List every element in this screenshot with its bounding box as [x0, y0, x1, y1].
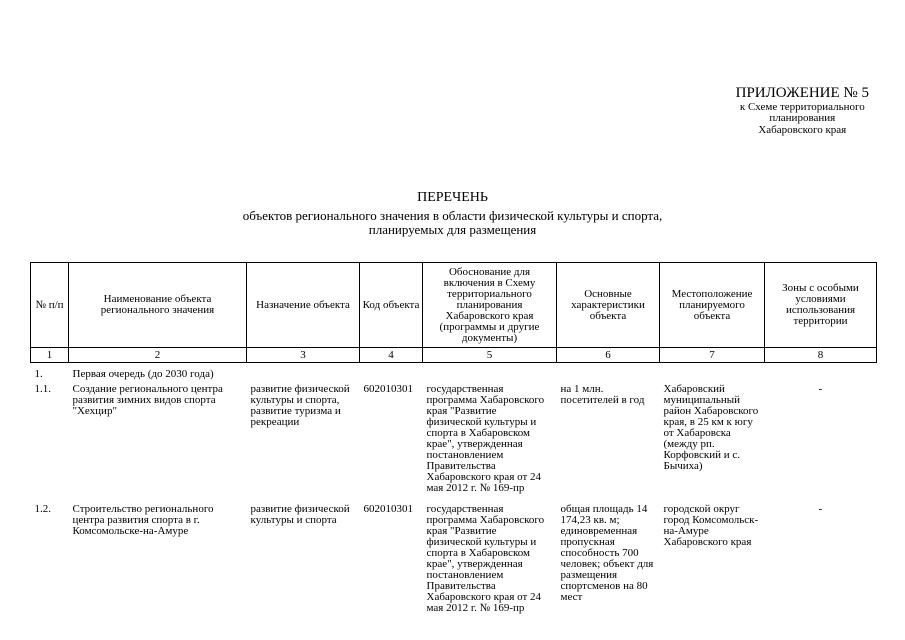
column-number: 7: [660, 348, 765, 363]
header-basis: Обоснование для включения в Схему территориального планирования Хабаровского края (программы и другие документы): [423, 263, 557, 348]
header-code: Код объекта: [360, 263, 423, 348]
header-name: Наименование объекта регионального значения: [69, 263, 247, 348]
header-characteristics: Основные характеристики объекта: [557, 263, 660, 348]
column-number: 3: [247, 348, 360, 363]
table-row: [31, 494, 877, 614]
row-purpose: развитие физической культуры и спорта: [250, 503, 350, 526]
row-basis: государственная программа Хабаровского края "Развитие физической культуры и спорта в Хабаровском крае", утвержденная постановлением Правительства Хабаровского края от 24 мая 2012 г. № 169-пр: [426, 383, 545, 494]
document-subtitle: [0, 209, 905, 236]
appendix-line: Хабаровского края: [758, 123, 847, 136]
row-purpose: развитие физической культуры и спорта, развитие туризма и рекреации: [250, 383, 350, 428]
row-basis: государственная программа Хабаровского края "Развитие физической культуры и спорта в Хабаровском крае", утвержденная постановлением Правительства Хабаровского края от 24 мая 2012 г. № 169-пр: [426, 503, 545, 614]
header-purpose: Назначение объекта: [247, 263, 360, 348]
row-zones: -: [818, 383, 823, 395]
column-number: 2: [69, 348, 247, 363]
column-number: 6: [557, 348, 660, 363]
header-location: Местоположение планируемого объекта: [660, 263, 765, 348]
table-row: [31, 380, 877, 494]
group-number: 1.: [34, 368, 43, 380]
objects-table: [30, 262, 877, 614]
column-number: 1: [31, 348, 69, 363]
row-code: 602010301: [363, 383, 413, 395]
subtitle-line: объектов регионального значения в области физической культуры и спорта,: [242, 208, 663, 223]
header-number: № п/п: [31, 263, 69, 348]
row-name: Создание регионального центра развития зимних видов спорта "Хехцир": [72, 383, 223, 417]
row-location: городской округ город Комсомольск-на-Амуре Хабаровского края: [663, 503, 759, 548]
column-number: 4: [360, 348, 423, 363]
appendix-title: ПРИЛОЖЕНИЕ № 5: [735, 85, 869, 101]
group-label: Первая очередь (до 2030 года): [72, 368, 214, 380]
row-characteristics: на 1 млн. посетителей в год: [560, 383, 645, 406]
appendix-line: к Схеме территориального: [739, 100, 865, 113]
header-zones: Зоны с особыми условиями использования территории: [765, 263, 877, 348]
row-code: 602010301: [363, 503, 413, 515]
appendix-line: планирования: [769, 112, 836, 125]
row-number: 1.1.: [34, 383, 51, 395]
row-characteristics: общая площадь 14 174,23 кв. м; единовременная пропускная способность 700 человек; объект для размещения спортсменов на 80 мест: [560, 503, 654, 603]
row-location: Хабаровский муниципальный район Хабаровского края, в 25 км к югу от Хабаровска (между рп. Корфовский и с. Бычиха): [663, 383, 759, 472]
document-title: ПЕРЕЧЕНЬ: [417, 190, 488, 205]
column-number: 5: [423, 348, 557, 363]
group-row: [31, 363, 877, 381]
row-zones: -: [818, 503, 823, 515]
appendix-block: [736, 86, 869, 136]
subtitle-line: планируемых для размещения: [368, 221, 537, 237]
column-number: 8: [765, 348, 877, 363]
row-name: Строительство регионального центра развития спорта в г. Комсомольске-на-Амуре: [72, 503, 214, 537]
row-number: 1.2.: [34, 503, 51, 515]
